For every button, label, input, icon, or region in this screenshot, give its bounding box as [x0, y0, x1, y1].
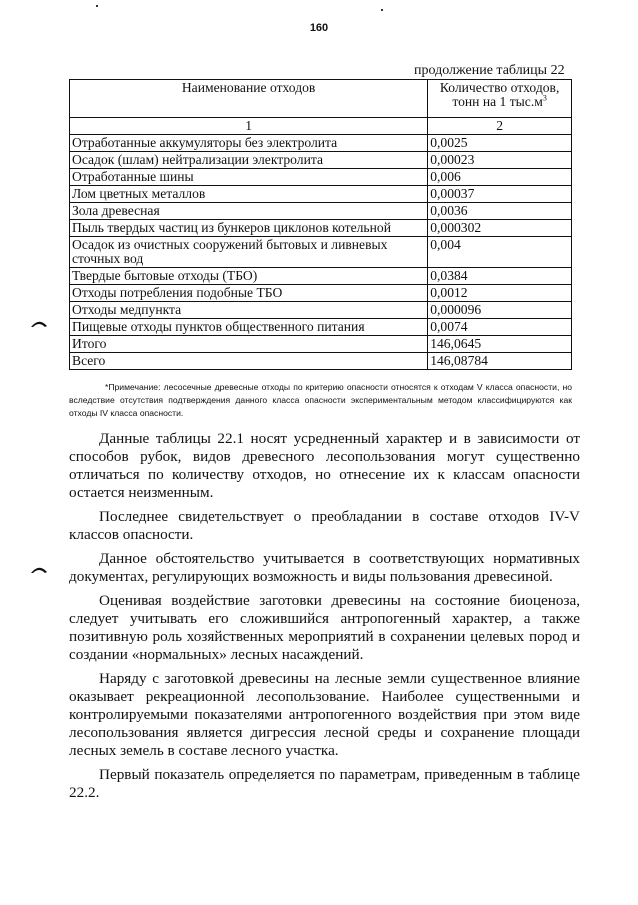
table-caption: продолжение таблицы 22: [414, 63, 565, 78]
footnote-text: *Примечание: лесосечные древесные отходы по критерию опасности относятся к отходам V класса опасности, но вследствие отсутствия подтверждения данного класса опасности экспериментальным методом классифицируются как отходы IV класса опасности.: [69, 382, 572, 418]
paragraph: Данное обстоятельство учитывается в соответствующих нормативных документах, регулирующих возможность и виды пользования древесиной.: [69, 550, 580, 585]
table-header-row: [70, 80, 572, 118]
table-row: [70, 220, 572, 237]
waste-quantity-cell: 0,0025: [428, 135, 572, 152]
waste-name-cell: Отработанные шины: [70, 169, 428, 186]
waste-quantity-cell: 0,004: [428, 237, 572, 268]
binder-hole-mark-icon: [30, 564, 48, 574]
body-text: [69, 430, 580, 802]
waste-quantity-cell: 0,000096: [428, 302, 572, 319]
column-number-row: [70, 118, 572, 135]
waste-quantity-cell: 0,000302: [428, 220, 572, 237]
paragraph: Наряду с заготовкой древесины на лесные земли существенное влияние оказывает рекреационной лесопользование. Наиболее существенными и контролируемыми показателями антропогенного воздействия при этом виде лесопользования является дигрессия лесной среды и сохранение площади лесных земель в составе лесного участка.: [69, 670, 580, 759]
paragraph: Первый показатель определяется по параметрам, приведенным в таблице 22.2.: [69, 766, 580, 801]
table-row: [70, 268, 572, 285]
waste-table: [69, 79, 572, 370]
waste-quantity-cell: 0,00023: [428, 152, 572, 169]
table-row: [70, 169, 572, 186]
binder-hole-mark-icon: [30, 318, 48, 328]
table-row: [70, 353, 572, 370]
waste-name-cell: Отработанные аккумуляторы без электролита: [70, 135, 428, 152]
waste-name-cell: Пыль твердых частиц из бункеров циклонов котельной: [70, 220, 428, 237]
table-row: [70, 152, 572, 169]
table-row: [70, 237, 572, 268]
table-row: [70, 319, 572, 336]
waste-name-cell: Осадок (шлам) нейтрализации электролита: [70, 152, 428, 169]
table-row: [70, 285, 572, 302]
table-row: [70, 302, 572, 319]
waste-name-cell: Итого: [70, 336, 428, 353]
table-row: [70, 336, 572, 353]
page-number: 160: [309, 22, 329, 34]
column-number: 1: [70, 118, 428, 135]
waste-name-cell: Отходы потребления подобные ТБО: [70, 285, 428, 302]
waste-quantity-cell: 0,0074: [428, 319, 572, 336]
waste-name-cell: Твердые бытовые отходы (ТБО): [70, 268, 428, 285]
waste-name-cell: Всего: [70, 353, 428, 370]
waste-name-cell: Зола древесная: [70, 203, 428, 220]
table-footnote: [69, 381, 572, 420]
waste-quantity-cell: 0,0384: [428, 268, 572, 285]
table-row: [70, 135, 572, 152]
waste-name-cell: Осадок из очистных сооружений бытовых и ливневых сточных вод: [70, 237, 428, 268]
header-waste-name: Наименование отходов: [70, 80, 428, 118]
scan-speck: [381, 9, 383, 11]
scan-speck: [96, 5, 98, 7]
waste-quantity-cell: 0,006: [428, 169, 572, 186]
header-qty-line1: Количество отходов,: [439, 80, 560, 95]
header-qty-line2: тонн на 1 тыс.м: [452, 94, 543, 109]
waste-quantity-cell: 0,0036: [428, 203, 572, 220]
waste-name-cell: Отходы медпункта: [70, 302, 428, 319]
waste-name-cell: Пищевые отходы пунктов общественного питания: [70, 319, 428, 336]
paragraph: Оценивая воздействие заготовки древесины на состояние биоценоза, следует учитывать его сложившийся антропогенный характер, а также позитивную роль хозяйственных мероприятий в сохранении целевых пород и создании «нормальных» лесных насаждений.: [69, 592, 580, 663]
column-number: 2: [428, 118, 572, 135]
header-qty-sup: 3: [542, 93, 547, 103]
header-waste-quantity: [428, 80, 572, 118]
waste-quantity-cell: 0,00037: [428, 186, 572, 203]
table-row: [70, 186, 572, 203]
waste-quantity-cell: 146,0645: [428, 336, 572, 353]
paragraph: Данные таблицы 22.1 носят усредненный характер и в зависимости от способов рубок, видов древесного лесопользования могут существенно отличаться по количеству отходов, но отнесение их к классам опасности остается неизменным.: [69, 430, 580, 501]
paragraph: Последнее свидетельствует о преобладании в составе отходов IV-V классов опасности.: [69, 508, 580, 543]
waste-quantity-cell: 0,0012: [428, 285, 572, 302]
waste-name-cell: Лом цветных металлов: [70, 186, 428, 203]
waste-quantity-cell: 146,08784: [428, 353, 572, 370]
table-body: [70, 135, 572, 370]
table-row: [70, 203, 572, 220]
